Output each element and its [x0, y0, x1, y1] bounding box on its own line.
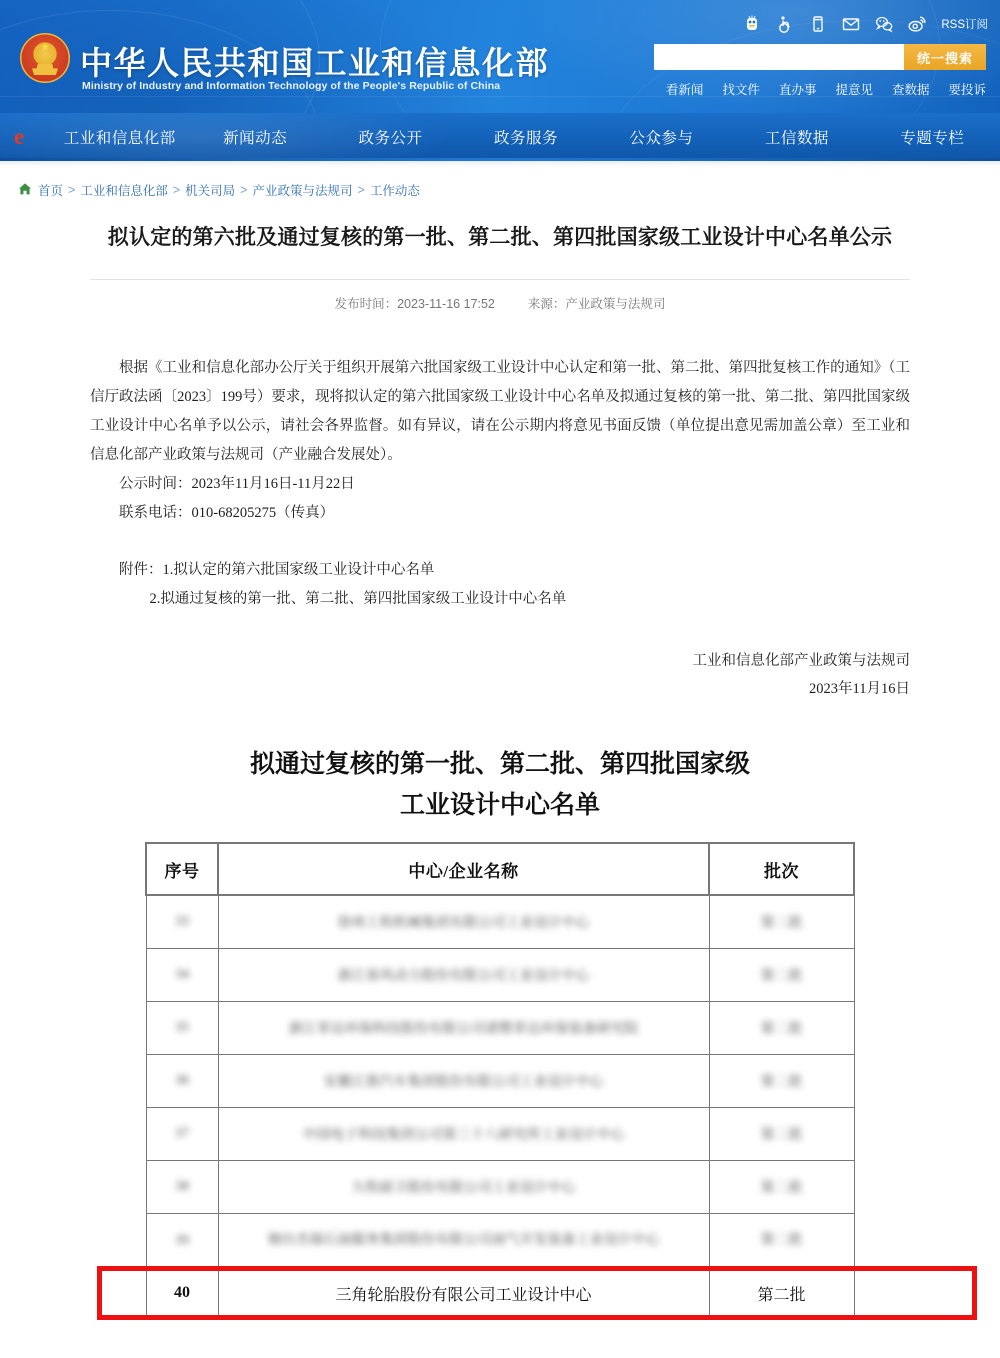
list-title: [90, 744, 910, 827]
cell-center-name: 中国电子科技集团公司第三十八研究所工业设计中心: [218, 1107, 709, 1160]
table-header-row: [146, 843, 854, 895]
nav-item-government-services[interactable]: 政务服务: [493, 130, 558, 147]
signature-date: 2023年11月16日: [809, 680, 910, 697]
nav-item-list: [52, 126, 1000, 148]
source-value: 产业政策与法规司: [565, 297, 666, 312]
attachment-line-1: [90, 556, 910, 585]
cell-batch: 第二批: [709, 948, 854, 1001]
cell-no: 37: [146, 1107, 218, 1160]
cell-batch: 第二批: [709, 1160, 854, 1213]
home-icon[interactable]: [18, 182, 32, 199]
nav-item-news[interactable]: 新闻动态: [223, 130, 288, 147]
table-row: [146, 1269, 854, 1317]
cell-batch: 第二批: [709, 1107, 854, 1160]
breadcrumb-item-current: 工作动态: [369, 184, 420, 198]
article-title: 拟认定的第六批及通过复核的第一批、第二批、第四批国家级工业设计中心名单公示: [107, 226, 893, 249]
nav-item-special-topics[interactable]: 专题专栏: [900, 130, 965, 147]
site-header: [0, 0, 1000, 113]
cell-no: 36: [146, 1054, 218, 1107]
breadcrumb-item-home[interactable]: 首页: [38, 184, 64, 198]
cell-center-name: 三角轮胎股份有限公司工业设计中心: [218, 1269, 709, 1317]
cell-no: 40: [146, 1269, 218, 1317]
nav-item-industry-data[interactable]: 工信数据: [764, 130, 829, 147]
quick-link-complaint[interactable]: 要投诉: [948, 83, 986, 97]
site-title-english: Ministry of Industry and Information Technology of the People's Republic of China: [82, 80, 501, 92]
search-bar: [654, 44, 986, 70]
national-emblem-icon: [20, 33, 70, 83]
attachment-item-1[interactable]: 1.拟认定的第六批国家级工业设计中心名单: [162, 562, 435, 579]
header-icon-bar: [742, 14, 988, 34]
source-label: 来源：: [527, 297, 566, 312]
quick-links: [666, 80, 986, 98]
cell-batch: 第二批: [709, 1213, 854, 1269]
nav-item-ministry[interactable]: 工业和信息化部: [63, 130, 176, 147]
breadcrumb-item-departments[interactable]: 机关司局: [185, 184, 236, 198]
table-head: [146, 843, 854, 895]
article-meta: [90, 280, 910, 312]
breadcrumb-item-policy-dept[interactable]: 产业政策与法规司: [252, 184, 353, 198]
table-row: [146, 1160, 854, 1213]
quick-link-feedback[interactable]: 提意见: [835, 83, 873, 97]
weibo-icon[interactable]: [907, 14, 927, 34]
cell-center-name: 浙江春风动力股份有限公司工业设计中心: [218, 948, 709, 1001]
breadcrumb-separator: >: [357, 183, 365, 197]
breadcrumb: [18, 181, 1000, 199]
publish-time-value: 2023-11-16 17:52: [397, 297, 495, 312]
mobile-icon[interactable]: [808, 14, 828, 34]
article-paragraph-1: 根据《工业和信息化部办公厅关于组织开展第六批国家级工业设计中心认定和第一批、第二批、第四批复核工作的通知》（工信厅政法函〔2023〕199号）要求，现将拟认定的第六批国家级工业设计中心名单及拟通过复核的第一批、第二批、第四批国家级工业设计中心名单予以公示，请社会各界监督。如有异议，请在公示期内将意见书面反馈（单位提出意见需加盖公章）至工业和信息化部产业政策与法规司（产业融合发展处）。: [90, 360, 910, 464]
cell-no: 39: [146, 1213, 218, 1269]
contact-phone-line: 联系电话：010-68205275（传真）: [119, 505, 335, 522]
site-title-chinese: 中华人民共和国工业和信息化部: [80, 45, 550, 81]
main-navigation: [0, 113, 1000, 161]
column-header-no: 序号: [146, 843, 218, 895]
mail-icon[interactable]: [841, 14, 861, 34]
rss-subscribe-link[interactable]: RSS订阅: [941, 19, 988, 31]
table-row: [146, 1213, 854, 1269]
nav-item-public-participation[interactable]: 公众参与: [629, 130, 694, 147]
quick-link-news[interactable]: 看新闻: [665, 83, 704, 97]
mascot-icon[interactable]: [742, 14, 762, 34]
nav-underline: [0, 158, 1000, 161]
cell-center-name: 徐州工程机械集团有限公司工业设计中心: [218, 895, 709, 948]
cell-batch: 第二批: [709, 895, 854, 948]
publish-time-label: 发布时间：: [334, 297, 398, 312]
table-row: [146, 948, 854, 1001]
cell-no: 35: [146, 1001, 218, 1054]
breadcrumb-separator: >: [240, 183, 248, 197]
cell-center-name: 浙江菲达环保科技股份有限公司诸暨菲达环保装备研究院: [218, 1001, 709, 1054]
quick-link-data[interactable]: 查数据: [891, 83, 930, 97]
search-input[interactable]: [654, 44, 904, 70]
table-row: [146, 1054, 854, 1107]
notice-period-line: 公示时间：2023年11月16日-11月22日: [119, 476, 355, 493]
cell-center-name: 烟台杰瑞石油服务集团股份有限公司油气开发装备工业设计中心: [218, 1213, 709, 1269]
article: [90, 223, 910, 704]
table-row: [146, 1001, 854, 1054]
search-button[interactable]: 统一搜索: [904, 44, 986, 70]
attachment-label: 附件：: [119, 562, 163, 579]
nav-item-government-affairs[interactable]: 政务公开: [358, 130, 423, 147]
list-title-line-1: 拟通过复核的第一批、第二批、第四批国家级: [249, 750, 750, 778]
cell-no: 34: [146, 948, 218, 1001]
cell-center-name: 安徽江淮汽车集团股份有限公司工业设计中心: [218, 1054, 709, 1107]
table-row: [146, 895, 854, 948]
article-body: [90, 354, 910, 703]
table-body: [146, 895, 854, 1317]
attachment-list-section: [90, 744, 910, 1318]
emblem-star-glyph: ★: [40, 41, 50, 54]
cell-center-name: 九牧厨卫股份有限公司工业设计中心: [218, 1160, 709, 1213]
breadcrumb-item-ministry[interactable]: 工业和信息化部: [80, 184, 168, 198]
cell-no: 38: [146, 1160, 218, 1213]
accessibility-icon[interactable]: [775, 14, 795, 34]
breadcrumb-separator: >: [172, 183, 181, 197]
quick-link-services[interactable]: 直办事: [778, 83, 817, 97]
signature-organization: 工业和信息化部产业政策与法规司: [692, 653, 910, 670]
table-row: [146, 1107, 854, 1160]
wechat-icon[interactable]: [874, 14, 894, 34]
attachment-item-2[interactable]: 2.拟通过复核的第一批、第二批、第四批国家级工业设计中心名单: [149, 591, 567, 608]
breadcrumb-separator: >: [68, 183, 76, 197]
quick-link-documents[interactable]: 找文件: [722, 83, 760, 97]
emblem-gear-shape: [32, 64, 58, 75]
column-header-name: 中心/企业名称: [218, 843, 709, 895]
attachment-block: [90, 556, 910, 614]
attachment-line-2: [90, 585, 910, 614]
page-divider: [0, 161, 1000, 167]
column-header-batch: 批次: [709, 843, 854, 895]
list-title-line-2: 工业设计中心名单: [399, 791, 600, 819]
cell-no: 33: [146, 895, 218, 948]
cell-batch: 第二批: [709, 1001, 854, 1054]
cell-batch: 第二批: [709, 1054, 854, 1107]
design-center-table: [145, 842, 855, 1318]
cell-batch: 第二批: [709, 1269, 854, 1317]
signature-block: [90, 648, 910, 703]
e-government-logo-icon: e: [14, 124, 25, 149]
